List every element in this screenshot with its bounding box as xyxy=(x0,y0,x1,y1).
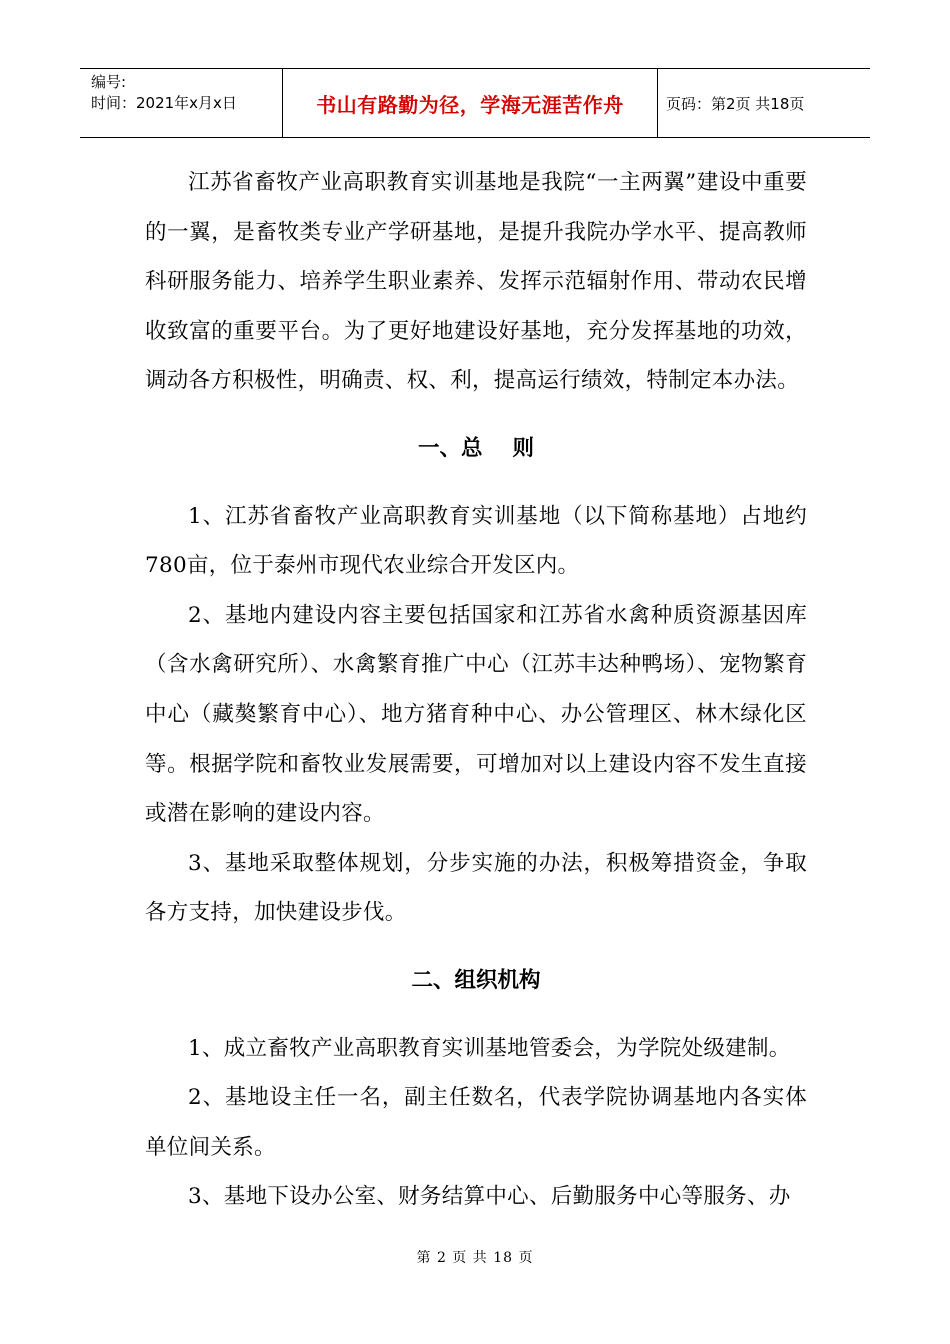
page-header xyxy=(80,68,870,138)
section1-item-3: 3、基地采取整体规划，分步实施的办法，积极筹措资金，争取各方支持，加快建设步伐。 xyxy=(145,850,807,926)
intro-paragraph: 江苏省畜牧产业高职教育实训基地是我院“一主两翼”建设中重要的一翼，是畜牧类专业产学研基地，是提升我院办学水平、提高教师科研服务能力、培养学生职业素养、发挥示范辐射作用、带动农民增收致富的重要平台。为了更好地建设好基地，充分发挥基地的功效，调动各方积极性，明确责、权、利，提高运行绩效，特制定本办法。 xyxy=(145,170,807,394)
section-heading-general: 一、总 则 xyxy=(418,435,534,461)
document-number: 编号: xyxy=(91,73,127,91)
section2-item-1: 1、成立畜牧产业高职教育实训基地管委会，为学院处级建制。 xyxy=(188,1035,791,1061)
document-date: 时间：2021年x月x日 xyxy=(91,94,237,112)
section-heading-organization: 二、组织机构 xyxy=(411,967,541,993)
section2-item-2: 2、基地设主任一名，副主任数名，代表学院协调基地内各实体单位间关系。 xyxy=(145,1085,807,1160)
section1-item-1: 1、江苏省畜牧产业高职教育实训基地（以下简称基地）占地约780亩，位于泰州市现代农业综合开发区内。 xyxy=(145,503,807,579)
header-motto: 书山有路勤为径，学海无涯苦作舟 xyxy=(282,69,658,137)
page-footer: 第 2 页 共 18 页 xyxy=(416,1250,534,1266)
header-meta xyxy=(80,69,282,137)
section2-item-3: 3、基地下设办公室、财务结算中心、后勤服务中心等服务、办 xyxy=(188,1184,791,1210)
header-page-info: 页码：第2页 共18页 xyxy=(666,94,805,113)
section1-item-2: 2、基地内建设内容主要包括国家和江苏省水禽种质资源基因库（含水禽研究所）、水禽繁育推广中心（江苏丰达种鸭场）、宠物繁育中心（藏獒繁育中心）、地方猪育种中心、办公管理区、林木绿化区等。根据学院和畜牧业发展需要，可增加对以上建设内容不发生直接或潜在影响的建设内容。 xyxy=(145,602,807,827)
document-body xyxy=(145,158,807,1222)
